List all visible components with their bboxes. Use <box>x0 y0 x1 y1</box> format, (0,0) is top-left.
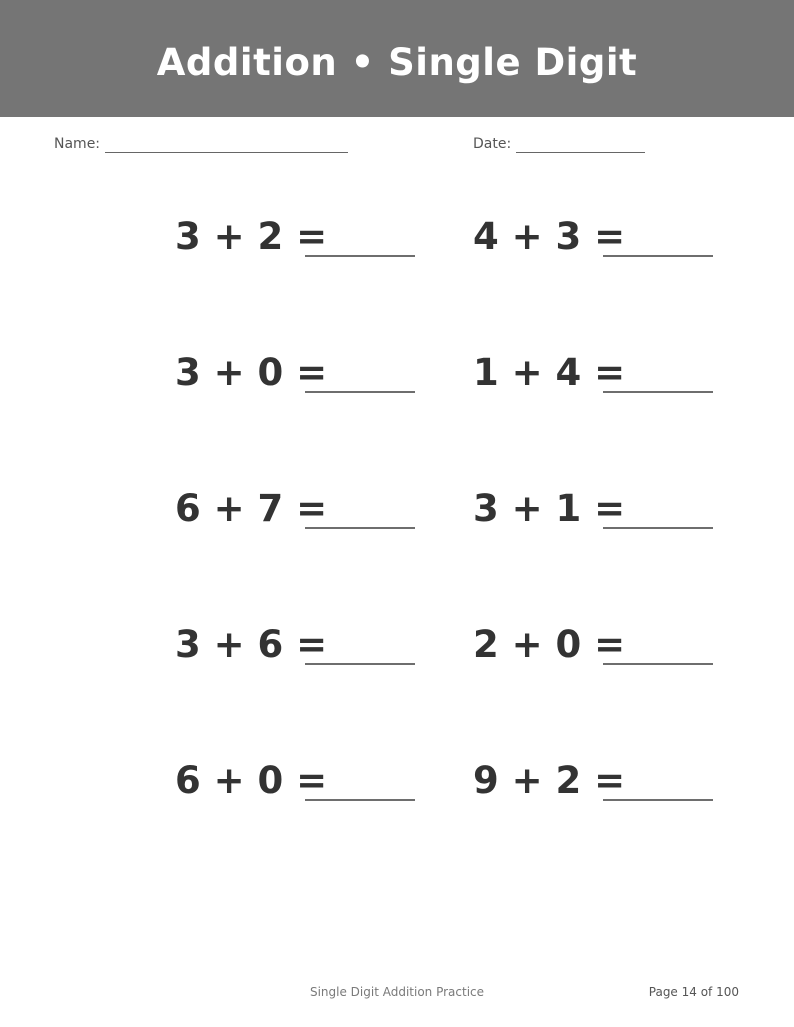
name-label: Name: <box>54 136 101 152</box>
page-title: Addition • Single Digit <box>156 41 638 84</box>
problem-equation: 3 + 1 = <box>473 487 626 530</box>
problem-5 <box>175 486 435 546</box>
problem-equation: 9 + 2 = <box>473 759 626 802</box>
problem-4 <box>473 350 733 410</box>
date-label: Date: <box>473 136 512 152</box>
problem-equation: 3 + 0 = <box>175 351 328 394</box>
date-write-line <box>516 138 645 153</box>
answer-line <box>305 255 415 257</box>
problem-1 <box>175 214 435 274</box>
problem-6 <box>473 486 733 546</box>
problem-equation: 2 + 0 = <box>473 623 626 666</box>
problem-9 <box>175 758 435 818</box>
answer-line <box>305 527 415 529</box>
problem-3 <box>175 350 435 410</box>
answer-line <box>305 663 415 665</box>
problem-8 <box>473 622 733 682</box>
problem-equation: 3 + 2 = <box>175 215 328 258</box>
answer-line <box>305 799 415 801</box>
problem-equation: 6 + 7 = <box>175 487 328 530</box>
answer-line <box>603 799 713 801</box>
answer-line <box>603 255 713 257</box>
date-field <box>473 134 645 154</box>
problem-equation: 3 + 6 = <box>175 623 328 666</box>
problem-equation: 1 + 4 = <box>473 351 626 394</box>
answer-line <box>603 663 713 665</box>
name-write-line <box>105 138 348 153</box>
answer-line <box>603 391 713 393</box>
problem-2 <box>473 214 733 274</box>
problem-equation: 6 + 0 = <box>175 759 328 802</box>
answer-line <box>603 527 713 529</box>
problem-7 <box>175 622 435 682</box>
problem-10 <box>473 758 733 818</box>
answer-line <box>305 391 415 393</box>
name-field <box>54 134 348 154</box>
page-number: Page 14 of 100 <box>648 985 739 999</box>
footer-caption: Single Digit Addition Practice <box>309 985 485 999</box>
problem-equation: 4 + 3 = <box>473 215 626 258</box>
